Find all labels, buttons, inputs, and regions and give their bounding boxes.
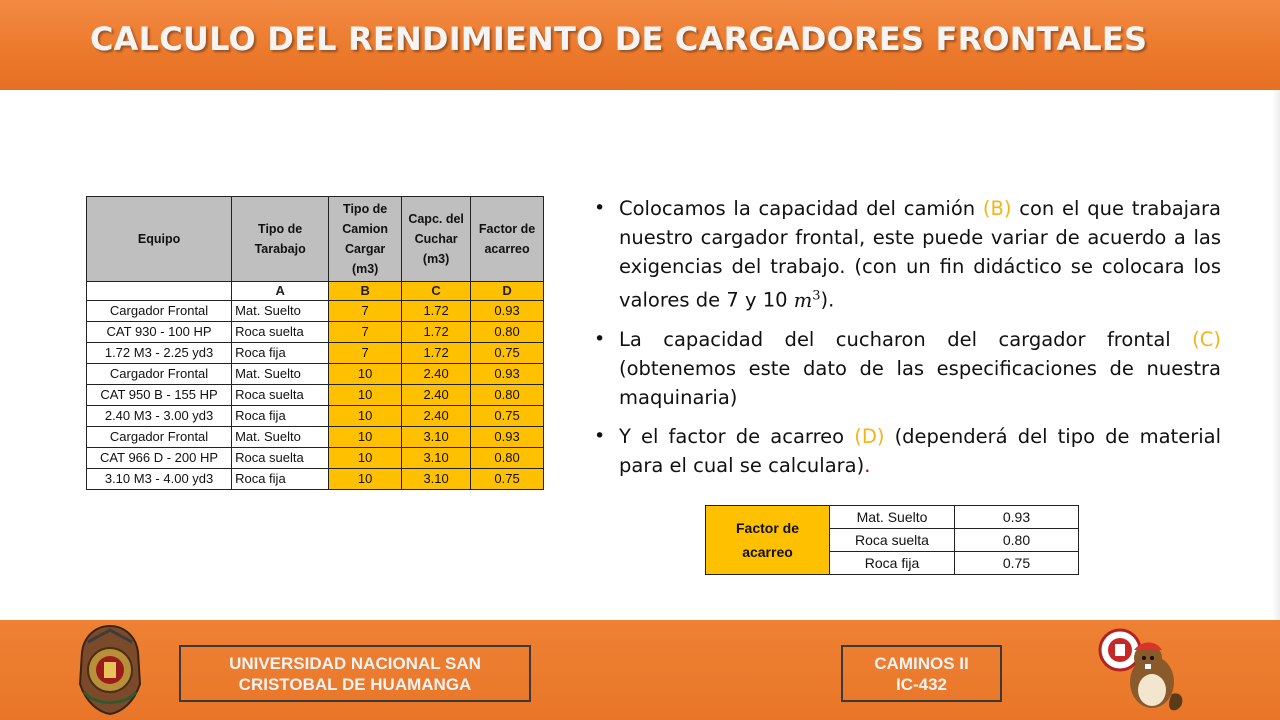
cell-trabajo: Roca suelta <box>232 448 329 469</box>
cell-d: 0.75 <box>471 343 544 364</box>
bullet-text: (obtenemos este dato de las especificaciones de nuestra maquinaria) <box>619 356 1221 409</box>
factor-label-line1: Factor de <box>735 520 799 536</box>
cell-trabajo: Roca fija <box>232 406 329 427</box>
letter-b: B <box>329 282 402 301</box>
math-exponent: 3 <box>812 288 821 303</box>
cell-equipo: Cargador Frontal <box>87 301 232 322</box>
university-seal-icon <box>74 622 146 716</box>
letter-a: A <box>232 282 329 301</box>
cell-value: 0.80 <box>955 529 1079 552</box>
cell-d: 0.75 <box>471 469 544 490</box>
cell-c: 3.10 <box>402 427 471 448</box>
tag-d: (D) <box>854 424 885 448</box>
bullet-text: (dependerá del tipo de material para el cual se calculara) <box>619 424 1222 477</box>
bullet-item-capacidad-camion <box>592 194 1221 315</box>
cell-b: 10 <box>329 364 402 385</box>
university-name-box <box>179 645 531 702</box>
header-equipo: Equipo <box>87 197 232 282</box>
cell-trabajo: Roca suelta <box>232 385 329 406</box>
university-line2: CRISTOBAL DE HUAMANGA <box>238 675 472 694</box>
cell-equipo: CAT 930 - 100 HP <box>87 322 232 343</box>
bullet-text: Colocamos la capacidad del camión <box>619 197 983 220</box>
cell-equipo: Cargador Frontal <box>87 364 232 385</box>
bullet-item-factor-acarreo <box>592 422 1221 480</box>
factor-acarreo-table <box>705 505 1079 575</box>
factor-label-cell <box>706 506 830 575</box>
math-unit <box>794 289 821 312</box>
cell-equipo: Cargador Frontal <box>87 427 232 448</box>
cell-c: 2.40 <box>402 406 471 427</box>
slide-header <box>0 0 1280 90</box>
tag-b: (B) <box>982 197 1012 220</box>
table-header-row <box>87 197 544 282</box>
header-tipo-trabajo: Tipo de Tarabajo <box>232 197 329 282</box>
course-box <box>841 645 1002 702</box>
letter-d: D <box>471 282 544 301</box>
bullet-list <box>592 194 1221 490</box>
cell-c: 1.72 <box>402 343 471 364</box>
cell-material: Mat. Suelto <box>830 506 955 529</box>
cell-equipo: 3.10 M3 - 4.00 yd3 <box>87 469 232 490</box>
cell-c: 3.10 <box>402 469 471 490</box>
cell-c: 2.40 <box>402 364 471 385</box>
cell-material: Roca suelta <box>830 529 955 552</box>
table-row <box>87 469 544 490</box>
bullet-item-capacidad-cucharon <box>592 325 1221 412</box>
slide-footer <box>0 620 1280 720</box>
slide-title: CALCULO DEL RENDIMIENTO DE CARGADORES FRONTALES <box>90 20 1148 58</box>
cell-trabajo: Mat. Suelto <box>232 364 329 385</box>
cell-c: 3.10 <box>402 448 471 469</box>
cell-c: 2.40 <box>402 385 471 406</box>
cell-material: Roca fija <box>830 552 955 575</box>
cell-b: 10 <box>329 385 402 406</box>
header-tipo-camion: Tipo de Camion Cargar (m3) <box>329 197 402 282</box>
cell-d: 0.93 <box>471 427 544 448</box>
cell-b: 10 <box>329 406 402 427</box>
cell-d: 0.80 <box>471 385 544 406</box>
cell-b: 7 <box>329 343 402 364</box>
cell-value: 0.93 <box>955 506 1079 529</box>
cell-d: 0.75 <box>471 406 544 427</box>
cell-c: 1.72 <box>402 322 471 343</box>
tag-c: (C) <box>1192 327 1221 351</box>
cell-trabajo: Roca fija <box>232 343 329 364</box>
bullet-text: ). <box>820 288 835 312</box>
table-row <box>87 301 544 322</box>
table-letter-row <box>87 282 544 301</box>
bullet-text: Y el factor de acarreo <box>619 424 855 448</box>
cell-equipo: 2.40 M3 - 3.00 yd3 <box>87 406 232 427</box>
bullet-text: La capacidad del cucharon del cargador frontal <box>619 327 1193 351</box>
table-row <box>87 427 544 448</box>
bullet-text: con el que trabajara nuestro cargador frontal, este puede variar de acuerdo a las exigencias del trabajo. (con un fin didáctico se colocara los valores de 7 y 10 <box>619 197 1221 312</box>
bullet-end-period: . <box>864 453 871 477</box>
cell-value: 0.75 <box>955 552 1079 575</box>
slide-right-edge <box>1272 90 1280 620</box>
table-row <box>706 506 1079 529</box>
table-row <box>87 343 544 364</box>
cell-d: 0.93 <box>471 301 544 322</box>
cell-b: 10 <box>329 469 402 490</box>
table-row <box>87 364 544 385</box>
table-row <box>87 385 544 406</box>
cell-b: 7 <box>329 322 402 343</box>
university-line1: UNIVERSIDAD NACIONAL SAN <box>229 654 481 673</box>
cell-equipo: CAT 950 B - 155 HP <box>87 385 232 406</box>
course-code: IC-432 <box>895 675 948 694</box>
factor-label-line2: acarreo <box>742 544 793 560</box>
cell-b: 10 <box>329 448 402 469</box>
cell-equipo: 1.72 M3 - 2.25 yd3 <box>87 343 232 364</box>
course-name: CAMINOS II <box>874 654 969 673</box>
table-row <box>87 406 544 427</box>
letter-cell-empty <box>87 282 232 301</box>
cell-equipo: CAT 966 D - 200 HP <box>87 448 232 469</box>
cell-trabajo: Mat. Suelto <box>232 427 329 448</box>
math-base: m <box>793 288 813 312</box>
cell-trabajo: Roca fija <box>232 469 329 490</box>
table-row <box>87 448 544 469</box>
cell-trabajo: Roca suelta <box>232 322 329 343</box>
header-factor-acarreo: Factor de acarreo <box>471 197 544 282</box>
cell-trabajo: Mat. Suelto <box>232 301 329 322</box>
cell-c: 1.72 <box>402 301 471 322</box>
header-capacidad-cuchar: Capc. del Cuchar (m3) <box>402 197 471 282</box>
table-row <box>87 322 544 343</box>
cell-b: 10 <box>329 427 402 448</box>
beaver-mascot-icon <box>1090 620 1190 720</box>
letter-c: C <box>402 282 471 301</box>
equipment-table <box>86 196 544 490</box>
cell-d: 0.93 <box>471 364 544 385</box>
cell-b: 7 <box>329 301 402 322</box>
cell-d: 0.80 <box>471 448 544 469</box>
cell-d: 0.80 <box>471 322 544 343</box>
